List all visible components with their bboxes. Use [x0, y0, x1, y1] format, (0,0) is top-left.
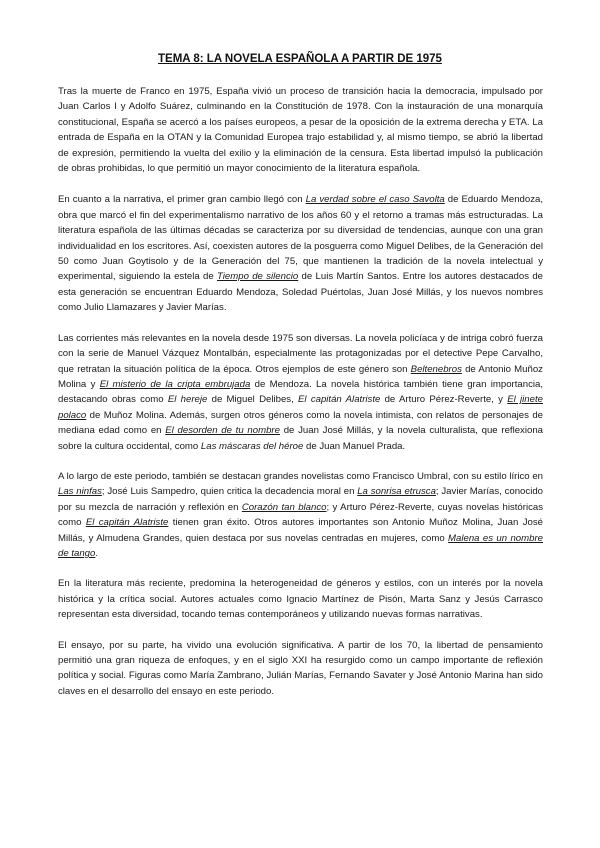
work-title: La sonrisa etrusca	[357, 486, 436, 498]
text-run: .	[95, 547, 99, 559]
paragraph	[58, 84, 543, 176]
work-title: El capitán Alatriste	[85, 517, 169, 529]
text-run: de Mendoza. La novela histórica también tiene gran importancia, destacando obras como	[58, 378, 543, 406]
document-body	[58, 84, 543, 714]
work-title-italic: El hereje	[167, 394, 208, 406]
work-title-italic: Las máscaras del héroe	[200, 440, 304, 452]
text-run: Tras la muerte de Franco en 1975, España vivió un proceso de transición hacia la democracia, impulsado por Juan Carlos I y Adolfo Suárez, culminando en la Constitución de 1978. Con la instauración de una monarquía constitucional, España se acercó a los países europeos, a pesar de la oposición de la extrema derecha y ETA. La entrada de España en la OTAN y la Comunidad Europea trajo estabilidad y, al mismo tiempo, se abrió la libertad de expresión, permitiendo la vuelta del exilio y la eliminación de la censura. Esta libertad impulsó la publicación de obras prohibidas, lo que permitió un mayor conocimiento de la literatura española.	[58, 86, 543, 175]
text-run: de Juan Manuel Prada.	[303, 440, 406, 452]
work-title: La verdad sobre el caso Savolta	[305, 194, 445, 206]
work-title: Tiempo de silencio	[217, 271, 299, 283]
work-title: El misterio de la cripta embrujada	[99, 378, 251, 390]
text-run: En cuanto a la narrativa, el primer gran cambio llegó con	[58, 194, 306, 206]
text-run: A lo largo de este periodo, también se destacan grandes novelistas como Francisco Umbral, con su estilo lírico en	[58, 470, 543, 482]
work-title: El desorden de tu nombre	[165, 425, 280, 437]
paragraph	[58, 576, 543, 622]
text-run: tienen gran éxito. Otros autores importantes son Antonio Muñoz Molina, Juan José Millás, y Almudena Grandes, quien destaca por sus novelas centradas en mujeres, como	[58, 517, 543, 544]
document-title: TEMA 8: LA NOVELA ESPAÑOLA A PARTIR DE 1975	[158, 53, 442, 65]
work-title-italic: El capitán Alatriste	[298, 394, 381, 406]
paragraph	[58, 469, 543, 561]
text-run: ; Javier Marías, conocido por su mezcla de narración y reflexión en	[58, 486, 543, 513]
text-run: En la literatura más reciente, predomina la heterogeneidad de géneros y estilos, con un interés por la novela histórica y la crítica social. Autores actuales como Ignacio Martínez de Pisón, Marta Sanz y Jesús Carrasco representan esta diversidad, tocando temas contemporáneos y utilizando nuevas formas narrativas.	[58, 578, 543, 621]
text-run: Las corrientes más relevantes en la novela desde 1975 son diversas. La novela policíaca y de intriga cobró fuerza con la serie de Manuel Vázquez Montalbán, especialmente las protagonizadas por el detective Pepe Carvalho, que retratan la situación política de la época. Otros ejemplos de este género son	[58, 332, 543, 375]
work-title: Las ninfas	[58, 486, 102, 498]
text-run: de Antonio Muñoz Molina y	[58, 363, 543, 390]
work-title: Beltenebros	[410, 363, 462, 375]
paragraph	[58, 331, 543, 454]
text-run: de Miguel Delibes,	[207, 394, 299, 406]
paragraph	[58, 192, 543, 315]
text-run: de Arturo Pérez-Reverte, y	[380, 394, 508, 406]
work-title: Corazón tan blanco	[241, 501, 327, 513]
text-run: ; y Arturo Pérez-Reverte, cuyas novelas históricas como	[58, 501, 543, 529]
text-run: ; José Luis Sampedro, quien critica la decadencia moral en	[101, 486, 358, 498]
text-run: El ensayo, por su parte, ha vivido una evolución significativa. A partir de los 70, la libertad de pensamiento permitió una gran riqueza de enfoques, y en el siglo XXI ha resurgido como un campo importante de reflexión política y social. Figuras como María Zambrano, Julián Marías, Fernando Savater y José Antonio Marina han sido claves en el desarrollo del ensayo en este periodo.	[58, 639, 543, 697]
work-title: Malena es un nombre de tango	[58, 532, 543, 559]
text-run: de Juan José Millás, y la novela culturalista, que reflexiona sobre la cultura occidental, como	[58, 425, 543, 452]
text-run: de Eduardo Mendoza, obra que marcó el fin del experimentalismo narrativo de los años 60 y el retorno a tramas más estructuradas. La literatura española de las últimas décadas se caracteriza por su diversidad de tendencias, aunque con una gran individualidad en los escritores. Así, coexisten autores de la posguerra como Miguel Delibes, de la Generación del 50 como Juan Goytisolo y de la Generación del 75, que mantienen la tradición de la novela intelectual y experimental, siguiendo la estela de	[58, 194, 544, 283]
work-title: El jinete polaco	[58, 394, 543, 421]
paragraph	[58, 638, 543, 700]
text-run: de Muñoz Molina. Además, surgen otros géneros como la novela intimista, con relatos de personajes de mediana edad como en	[58, 409, 543, 437]
text-run: de Luis Martín Santos. Entre los autores destacados de esta generación se encuentran Eduardo Mendoza, Soledad Puértolas, Juan José Millás, y los nuevos nombres como Julio Llamazares y Javier Marías.	[58, 271, 544, 314]
